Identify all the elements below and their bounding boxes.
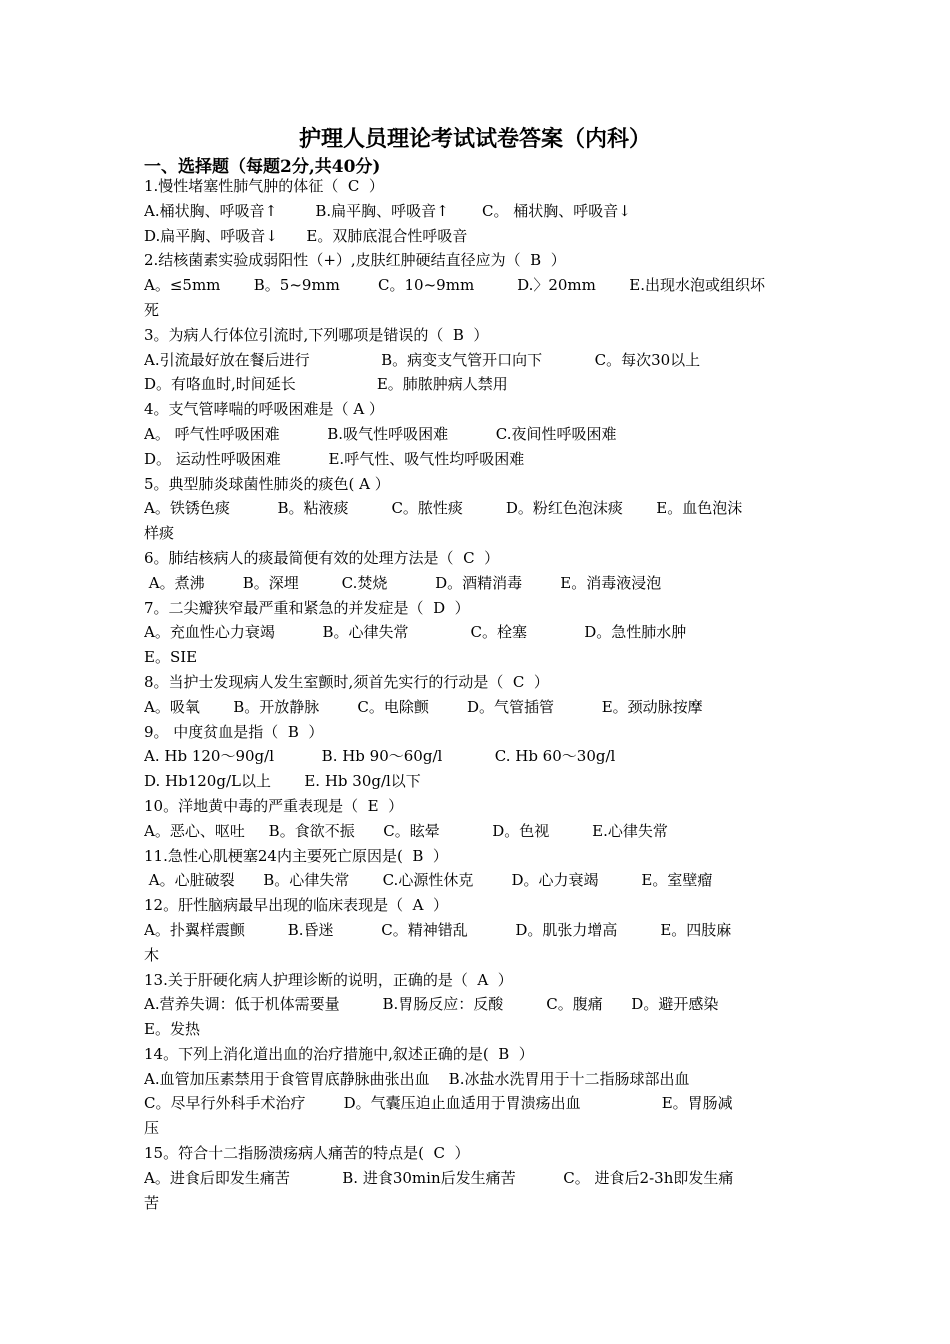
text-line: A。≤5mm B。5~9mm C。10~9mm D.〉20mm E.出现水泡或组织坏 xyxy=(144,276,765,295)
text-line: 死 xyxy=(144,300,160,319)
text-line: A。心脏破裂 B。心律失常 C.心源性休克 D。心力衰竭 E。室壁瘤 xyxy=(144,871,713,890)
text-line: 压 xyxy=(144,1119,160,1138)
text-line: 11.急性心肌梗塞24内主要死亡原因是( B ） xyxy=(144,846,448,865)
text-line: A。煮沸 B。深埋 C.焚烧 D。酒精消毒 E。消毒液浸泡 xyxy=(144,573,662,592)
text-line: 1.慢性堵塞性肺气肿的体征（ C ） xyxy=(144,177,384,195)
text-line: 木 xyxy=(144,945,160,964)
text-line: A。 呼气性呼吸困难 B.吸气性呼吸困难 C.夜间性呼吸困难 xyxy=(144,424,617,443)
text-line: C。尽早行外科手术治疗 D。气囊压迫止血适用于胃溃疡出血 E。胃肠减 xyxy=(144,1094,733,1113)
text-line: 苦 xyxy=(144,1193,160,1212)
text-line: 3。为病人行体位引流时,下列哪项是错误的（ B ） xyxy=(144,325,489,344)
text-line: 14。下列上消化道出血的治疗措施中,叙述正确的是( B ） xyxy=(144,1044,534,1063)
text-line: 样痰 xyxy=(144,524,175,543)
text-line: 9。 中度贫血是指（ B ） xyxy=(144,722,324,741)
text-line: 5。典型肺炎球菌性肺炎的痰色( A ） xyxy=(144,474,390,493)
page-title: 护理人员理论考试试卷答案（内科） xyxy=(298,126,651,152)
text-line: D.扁平胸、呼吸音↓ E。双肺底混合性呼吸音 xyxy=(144,226,468,245)
text-line: 4。支气管哮喘的呼吸困难是（ A ） xyxy=(144,400,384,419)
text-line: 13.关于肝硬化病人护理诊断的说明，正确的是（ A ） xyxy=(144,970,513,989)
text-line: A。铁锈色痰 B。粘液痰 C。脓性痰 D。粉红色泡沫痰 E。血色泡沫 xyxy=(144,499,743,518)
question-list xyxy=(144,174,814,1215)
text-line: D。有咯血时,时间延长 E。肺脓肿病人禁用 xyxy=(144,375,508,394)
text-line: A。进食后即发生痛苦 B. 进食30min后发生痛苦 C。 进食后2-3h即发生痛 xyxy=(144,1168,734,1187)
text-line: A.血管加压素禁用于食管胃底静脉曲张出血 B.冰盐水洗胃用于十二指肠球部出血 xyxy=(144,1069,690,1088)
text-line: 8。当护士发现病人发生室颤时,须首先实行的行动是（ C ） xyxy=(144,672,549,691)
text-line: A。扑翼样震颤 B.昏迷 C。精神错乱 D。肌张力增高 E。四肢麻 xyxy=(144,920,732,939)
text-line: A。充血性心力衰竭 B。心律失常 C。栓塞 D。急性肺水肿 xyxy=(144,623,687,642)
text-line: A。恶心、呕吐 B。食欲不振 C。眩晕 D。色视 E.心律失常 xyxy=(144,821,668,840)
text-line: E。SIE xyxy=(144,648,198,667)
text-line: 15。符合十二指肠溃疡病人痛苦的特点是( C ） xyxy=(144,1144,470,1163)
text-line: 10。洋地黄中毒的严重表现是（ E ） xyxy=(144,796,404,815)
text-line: A.引流最好放在餐后进行 B。病变支气管开口向下 C。每次30以上 xyxy=(144,350,701,369)
text-line: A。吸氧 B。开放静脉 C。电除颤 D。气管插管 E。颈动脉按摩 xyxy=(144,697,703,716)
text-line: A.营养失调：低于机体需要量 B.胃肠反应：反酸 C。腹痛 D。避开感染 xyxy=(144,995,719,1014)
text-line: A. Hb 120～90g/l B. Hb 90～60g/l C. Hb 60～30g/l xyxy=(144,747,616,766)
text-line: 2.结核菌素实验成弱阳性（+）,皮肤红肿硬结直径应为（ B ） xyxy=(144,251,566,270)
text-line: A.桶状胸、呼吸音↑ B.扁平胸、呼吸音↑ C。 桶状胸、呼吸音↓ xyxy=(144,201,631,220)
text-line: D。 运动性呼吸困难 E.呼气性、吸气性均呼吸困难 xyxy=(144,449,525,468)
text-line: 7。二尖瓣狭窄最严重和紧急的并发症是（ D ） xyxy=(144,598,470,617)
text-line: E。发热 xyxy=(144,1020,200,1039)
text-line: D. Hb120g/L以上 E. Hb 30g/l以下 xyxy=(144,772,421,791)
text-line: 12。肝性脑病最早出现的临床表现是（ A ） xyxy=(144,896,448,915)
section-heading: 一、选择题（每题2分,共40分) xyxy=(144,157,381,177)
text-line: 6。肺结核病人的痰最简便有效的处理方法是（ C ） xyxy=(144,548,500,567)
